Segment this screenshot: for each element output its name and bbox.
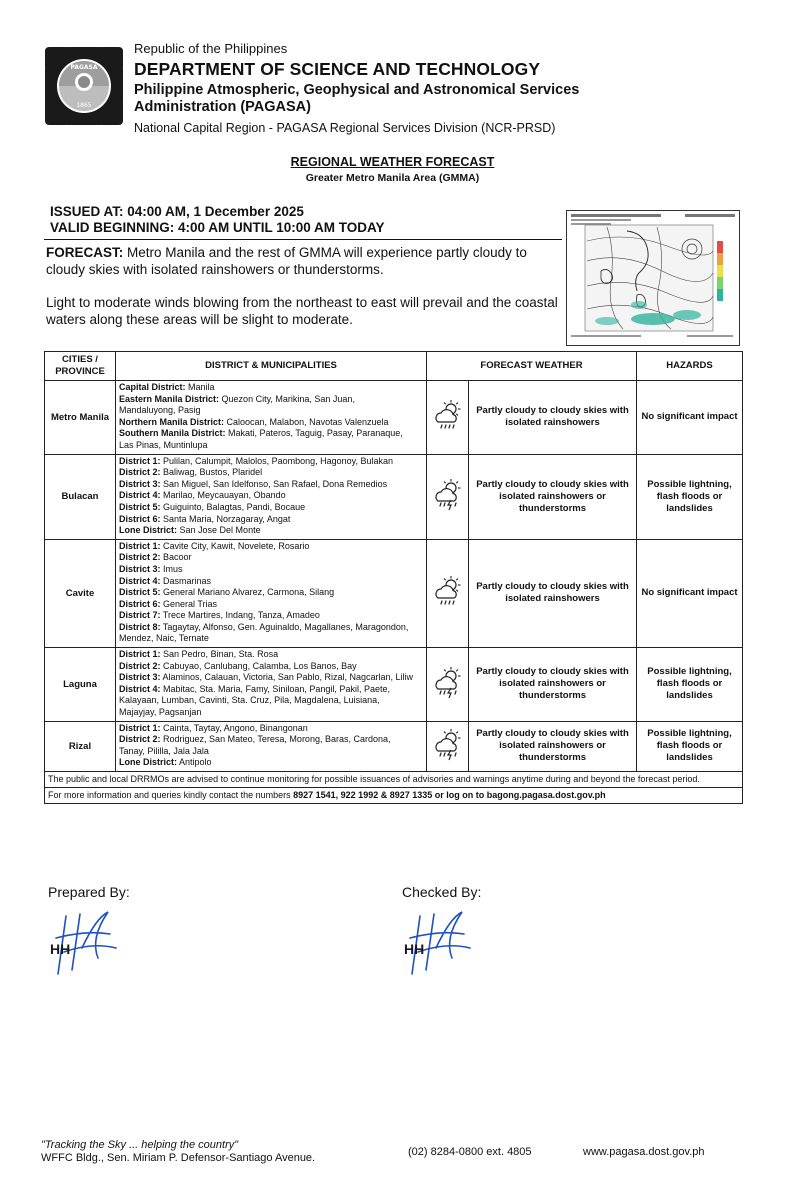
province-name: Cavite (45, 539, 116, 647)
district-line (119, 649, 424, 661)
partly-cloudy-rain-icon (427, 381, 469, 455)
district-label: District 4: (119, 575, 161, 586)
district-line (119, 394, 424, 406)
district-line (119, 723, 424, 735)
district-municipalities: Rodriguez, San Mateo, Teresa, Morong, Baras, Cardona, (163, 734, 391, 745)
letterhead (134, 42, 754, 135)
prepared-by-label: Prepared By: (48, 884, 130, 900)
district-municipalities: Guiguinto, Balagtas, Pandi, Bocaue (163, 501, 306, 512)
contact-prefix: For more information and queries kindly contact the numbers (48, 790, 294, 800)
forecast-label: FORECAST: (46, 245, 124, 260)
contact-numbers: 8927 1541, 922 1992 & 8927 1335 or log on to bagong.pagasa.dost.gov.ph (293, 790, 606, 800)
district-label: District 3: (119, 672, 161, 683)
district-line (119, 440, 424, 452)
checked-by-signature (400, 908, 480, 980)
table-row (45, 454, 743, 539)
seal-text: PAGASA (70, 64, 98, 71)
district-line (119, 599, 424, 611)
col-header-hazards: HAZARDS (637, 352, 743, 381)
col-header-districts: DISTRICT & MUNICIPALITIES (116, 352, 427, 381)
district-label: Southern Manila District: (119, 428, 226, 439)
district-list (116, 721, 427, 771)
district-label: District 1: (119, 540, 161, 551)
table-row (45, 721, 743, 771)
province-name: Laguna (45, 648, 116, 722)
district-line (119, 428, 424, 440)
col-header-weather: FORECAST WEATHER (427, 352, 637, 381)
district-label: Lone District: (119, 757, 178, 768)
district-municipalities: Majayjay, Pagsanjan (119, 707, 202, 718)
table-row (45, 381, 743, 455)
district-line (119, 525, 424, 537)
footer-phone: (02) 8284-0800 ext. 4805 (408, 1146, 532, 1158)
province-name: Metro Manila (45, 381, 116, 455)
district-list (116, 539, 427, 647)
district-line (119, 564, 424, 576)
district-municipalities: Mandaluyong, Pasig (119, 405, 201, 416)
prepared-initials: HH (50, 941, 71, 957)
district-municipalities: Tanay, Pililla, Jala Jala (119, 745, 209, 756)
district-label: District 2: (119, 734, 161, 745)
hazard: Possible lightning, flash floods or landslides (637, 648, 743, 722)
footer-left (41, 1139, 315, 1165)
pagasa-seal-logo (44, 46, 124, 126)
district-municipalities: Las Pinas, Muntinlupa (119, 439, 208, 450)
district-municipalities: Caloocan, Malabon, Navotas Valenzuela (226, 416, 389, 427)
valid-period: VALID BEGINNING: 4:00 AM UNTIL 10:00 AM TODAY (50, 220, 385, 235)
district-line (119, 552, 424, 564)
district-municipalities: General Mariano Alvarez, Carmona, Silang (163, 587, 335, 598)
forecast-text: Metro Manila and the rest of GMMA will experience partly cloudy to cloudy skies with isolated rainshowers or thunderstorms. (46, 245, 527, 277)
district-label: District 2: (119, 660, 161, 671)
district-label: District 1: (119, 649, 161, 660)
forecast-weather: Partly cloudy to cloudy skies with isolated rainshowers (469, 381, 637, 455)
district-label: District 5: (119, 501, 161, 512)
district-label: District 6: (119, 598, 161, 609)
hazard: Possible lightning, flash floods or landslides (637, 454, 743, 539)
district-line (119, 417, 424, 429)
province-name: Rizal (45, 721, 116, 771)
district-municipalities: Baliwag, Bustos, Plaridel (163, 467, 263, 478)
partly-cloudy-thunderstorm-icon (427, 648, 469, 722)
district-label: Eastern Manila District: (119, 393, 220, 404)
district-municipalities: Marilao, Meycauayan, Obando (163, 490, 286, 501)
contact-row (45, 788, 743, 804)
district-line (119, 405, 424, 417)
district-municipalities: Trece Martires, Indang, Tanza, Amadeo (162, 610, 320, 621)
prepared-by-signature (46, 908, 126, 980)
district-line (119, 734, 424, 746)
district-line (119, 746, 424, 758)
agency-name-line-2: Administration (PAGASA) (134, 99, 311, 116)
district-label: District 4: (119, 683, 161, 694)
republic-line: Republic of the Philippines (134, 41, 288, 56)
district-municipalities: Mabitac, Sta. Maria, Famy, Siniloan, Pangil, Pakil, Paete, (163, 683, 390, 694)
district-label: District 2: (119, 467, 161, 478)
contact-note (45, 788, 743, 804)
district-municipalities: Cainta, Taytay, Angono, Binangonan (163, 722, 308, 733)
forecast-weather: Partly cloudy to cloudy skies with isolated rainshowers or thunderstorms (469, 648, 637, 722)
district-line (119, 479, 424, 491)
agency-name-line-1: Philippine Atmospheric, Geophysical and Astronomical Services (134, 82, 580, 99)
forecast-summary (46, 244, 558, 344)
district-municipalities: Bacoor (163, 552, 192, 563)
agency-name (134, 82, 754, 117)
district-municipalities: Tagaytay, Alfonso, Gen. Aguinaldo, Magallanes, Maragondon, (162, 621, 409, 632)
district-label: Northern Manila District: (119, 416, 225, 427)
district-line (119, 456, 424, 468)
forecast-weather: Partly cloudy to cloudy skies with isolated rainshowers (469, 539, 637, 647)
district-line (119, 490, 424, 502)
district-label: District 6: (119, 513, 161, 524)
district-municipalities: Alaminos, Calauan, Victoria, San Pablo, Rizal, Nagcarlan, Liliw (162, 672, 413, 683)
col-header-province-line-1: CITIES / (62, 354, 98, 365)
department-name: DEPARTMENT OF SCIENCE AND TECHNOLOGY (134, 58, 541, 79)
district-line (119, 610, 424, 622)
district-line (119, 576, 424, 588)
district-municipalities: Mendez, Naic, Ternate (119, 633, 209, 644)
issue-divider (44, 239, 562, 240)
district-list (116, 454, 427, 539)
district-municipalities: General Trias (163, 598, 218, 609)
footer-tagline: "Tracking the Sky ... helping the country" (41, 1139, 239, 1151)
issued-at: ISSUED AT: 04:00 AM, 1 December 2025 (50, 204, 304, 219)
district-municipalities: Santa Maria, Norzagaray, Angat (163, 513, 291, 524)
district-municipalities: Pulilan, Calumpit, Malolos, Paombong, Hagonoy, Bulakan (163, 455, 393, 466)
district-line (119, 757, 424, 769)
district-line (119, 672, 424, 684)
province-name: Bulacan (45, 454, 116, 539)
district-line (119, 502, 424, 514)
district-label: District 1: (119, 722, 161, 733)
district-list (116, 381, 427, 455)
table-header-row (45, 352, 743, 381)
col-header-province-line-2: PROVINCE (55, 366, 105, 377)
district-label: District 1: (119, 455, 161, 466)
district-municipalities: Cavite City, Kawit, Novelete, Rosario (163, 540, 310, 551)
forecast-weather: Partly cloudy to cloudy skies with isolated rainshowers or thunderstorms (469, 454, 637, 539)
district-municipalities: Manila (188, 382, 215, 392)
table-row (45, 539, 743, 647)
district-municipalities: San Pedro, Binan, Sta. Rosa (163, 649, 279, 660)
district-line (119, 661, 424, 673)
hazard: No significant impact (637, 381, 743, 455)
district-municipalities: Quezon City, Marikina, San Juan, (221, 393, 355, 404)
issue-info (50, 204, 385, 236)
document-title: REGIONAL WEATHER FORECAST (290, 155, 495, 169)
footer-website: www.pagasa.dost.gov.ph (583, 1146, 705, 1158)
district-municipalities: San Miguel, San Idelfonso, San Rafael, Dona Remedios (163, 478, 388, 489)
forecast-table (44, 351, 743, 804)
district-line (119, 541, 424, 553)
seal-year: 1865 (76, 102, 92, 109)
district-label: District 4: (119, 490, 161, 501)
district-list (116, 648, 427, 722)
partly-cloudy-thunderstorm-icon (427, 454, 469, 539)
regional-division: National Capital Region - PAGASA Regional Services Division (NCR-PRSD) (134, 120, 556, 135)
district-line (119, 684, 424, 696)
district-label: District 3: (119, 478, 161, 489)
district-line (119, 622, 424, 634)
checked-by-label: Checked By: (402, 884, 482, 900)
district-label: District 5: (119, 587, 161, 598)
district-label: District 7: (119, 610, 161, 621)
advisory-row (45, 772, 743, 788)
weather-map-image (566, 210, 740, 346)
district-line (119, 467, 424, 479)
district-line (119, 382, 424, 394)
forecast-weather: Partly cloudy to cloudy skies with isolated rainshowers or thunderstorms (469, 721, 637, 771)
district-line (119, 707, 424, 719)
district-municipalities: Cabuyao, Canlubang, Calamba, Los Banos, Bay (163, 660, 357, 671)
district-line (119, 587, 424, 599)
forecast-paragraph (46, 244, 558, 278)
district-municipalities: San Jose Del Monte (179, 525, 261, 536)
partly-cloudy-rain-icon (427, 539, 469, 647)
district-municipalities: Imus (163, 563, 183, 574)
district-municipalities: Kalayaan, Lumban, Cavinti, Sta. Cruz, Pila, Magdalena, Luisiana, (119, 695, 380, 706)
district-label: Capital District: (119, 382, 186, 392)
table-row (45, 648, 743, 722)
district-line (119, 695, 424, 707)
district-label: Lone District: (119, 525, 178, 536)
footer-address: WFFC Bldg., Sen. Miriam P. Defensor-Santiago Avenue. (41, 1152, 316, 1164)
hazard: Possible lightning, flash floods or landslides (637, 721, 743, 771)
partly-cloudy-thunderstorm-icon (427, 721, 469, 771)
document-title-block (0, 155, 785, 184)
district-municipalities: Dasmarinas (163, 575, 212, 586)
district-label: District 8: (119, 621, 161, 632)
district-line (119, 633, 424, 645)
document-subtitle: Greater Metro Manila Area (GMMA) (305, 172, 480, 184)
advisory-note: The public and local DRRMOs are advised to continue monitoring for possible issuances of advisories and warnings anytime during and beyond the forecast period. (45, 772, 743, 788)
district-label: District 2: (119, 552, 161, 563)
col-header-province (45, 352, 116, 381)
hazard: No significant impact (637, 539, 743, 647)
winds-paragraph: Light to moderate winds blowing from the northeast to east will prevail and the coastal waters along these areas will be slight to moderate. (46, 295, 558, 327)
district-label: District 3: (119, 563, 161, 574)
district-municipalities: Makati, Pateros, Taguig, Pasay, Paranaque, (228, 428, 403, 439)
district-municipalities: Antipolo (179, 757, 212, 768)
district-line (119, 514, 424, 526)
checked-initials: HH (404, 941, 425, 957)
